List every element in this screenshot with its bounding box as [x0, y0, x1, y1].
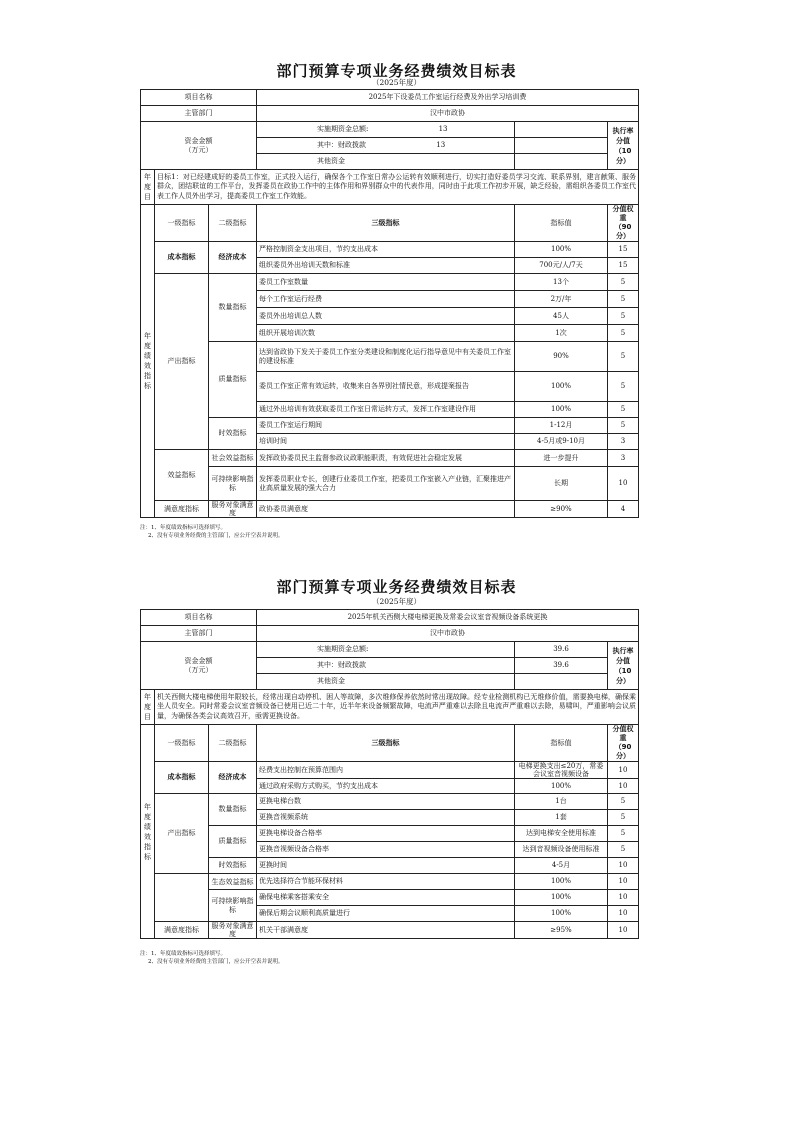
- fiscal-label-text: 其中：财政拨款: [317, 141, 366, 149]
- benefit-l1: 效益指标: [155, 450, 209, 501]
- table2-title: 部门预算专项业务经费绩效目标表: [276, 578, 517, 596]
- project-name-value: 2025年下设委员工作室运行经费及外出学习培训费: [257, 90, 639, 106]
- table-row: 通过外出培训有效获取委员工作室日常运转方式，发挥工作室建设作用 100% 5: [141, 402, 639, 418]
- table-row: 培训时间 4-5月或9-10月 3: [141, 434, 639, 450]
- table-row: 满意度指标 服务对象满意度 机关干部满意度 ≥95% 10: [141, 922, 639, 939]
- table-row: 成本指标 经济成本 经费支出控制在预算范围内 电梯更换支出≤20万，常委会议室音视频设备 10: [141, 762, 639, 779]
- header-level2: 二级指标: [209, 205, 257, 242]
- social-l2: 社会效益指标: [209, 450, 257, 467]
- quality-l2: 质量指标: [209, 342, 257, 418]
- table-row: 委员外出培训总人数 45人 5: [141, 308, 639, 325]
- qty-l2: 数量指标: [209, 274, 257, 342]
- exec-rate-line1: 执行率分值: [612, 126, 634, 145]
- dept-value: 汉中市政协: [257, 106, 639, 122]
- table1-year: （2025年度）: [371, 78, 422, 87]
- project-name-label: 项目名称: [141, 90, 257, 106]
- total-label-text: 实施期资金总额:: [317, 125, 369, 133]
- table2-year: （2025年度）: [371, 597, 422, 606]
- table-row: 通过政府采购方式购买，节约支出成本 100% 10: [141, 779, 639, 794]
- perf-label: 年 度 绩 效 指 标: [141, 725, 155, 939]
- cost-l1: 成本指标: [155, 242, 209, 274]
- table-row: 委员工作室正常有效运转，收集来自各界别社情民意，形成提案报告 100% 5: [141, 372, 639, 402]
- goal-text: 机关西侧大楼电梯使用年限较长，经常出现自动停机、困人等故障，多次维修保养依然时常出现故障。经专业检测机构已无维修价值，需要换电梯，确保乘坐人员安全。同时常委会议室音频设备已使用已近二十年，近半年来设备频繁故障，电流声严重难以去除且电流声严重难以去除，易啸叫，严重影响会议质量，为确保各类会议高效召开，亟需更换设备。: [155, 690, 639, 725]
- table-row: 时效指标 更换时间 4-5月 10: [141, 858, 639, 874]
- table-row: 更换音视频系统 1套 5: [141, 810, 639, 826]
- exec-rate-line2: （10分）: [614, 146, 632, 165]
- output-l1: 产出指标: [155, 274, 209, 450]
- cost-l2: 经济成本: [209, 242, 257, 274]
- total-value: 39.6: [515, 642, 608, 658]
- table-row: 可持续影响指标 确保电梯乘客搭乘安全 100% 10: [141, 890, 639, 906]
- fiscal-value: 13: [436, 141, 446, 149]
- satisfaction-l2: 服务对象满意度: [209, 501, 257, 518]
- fiscal-label: [257, 138, 515, 154]
- header-level1: 一级指标: [155, 205, 209, 242]
- header-level3: 三级指标: [257, 205, 515, 242]
- time-l2: 时效指标: [209, 418, 257, 450]
- funds-label-line1: 资金金额: [184, 136, 213, 145]
- dept-label: 主管部门: [141, 106, 257, 122]
- header-weight: 分值权重 （90分）: [608, 205, 639, 242]
- table-row: 确保后期会议顺利高质量进行 100% 10: [141, 906, 639, 922]
- funds-label-line2: （万元）: [184, 145, 213, 154]
- project-name-value: 2025年机关西侧大楼电梯更换及常委会议室音视频设备系统更换: [257, 610, 639, 626]
- header-value: 指标值: [515, 205, 608, 242]
- perf-label: 年 度 绩 效 指 标: [141, 205, 155, 518]
- table-row: 效益指标 社会效益指标 发挥政协委员民主监督参政议政职能职责，有效促进社会稳定发展 进一步提升 3: [141, 450, 639, 467]
- table1: [140, 89, 639, 518]
- sustain-l2: 可持续影响指标: [209, 467, 257, 501]
- funds-label: 资金金额 （万元）: [141, 642, 257, 690]
- table-row: 产出指标 数量指标 委员工作室数量 13个 5: [141, 274, 639, 291]
- table2-notes: 注：1、年度绩效指标可选择填写。 2、没有专项业务经费的主管部门，应公开空表并说明。: [140, 951, 284, 965]
- table-row: 质量指标 更换电梯设备合格率 达到电梯安全使用标准 5: [141, 826, 639, 842]
- fiscal-value: 39.6: [515, 658, 608, 674]
- table-row: 更换音视频设备合格率 达到音视频设备使用标准 5: [141, 842, 639, 858]
- other-label: 其他资金: [257, 154, 515, 170]
- table1-title: 部门预算专项业务经费绩效目标表: [276, 62, 517, 80]
- funds-label: [141, 122, 257, 170]
- goal-label: 年 度 目: [141, 690, 155, 725]
- satisfaction-l1: 满意度指标: [155, 501, 209, 518]
- note-1: 注：1、年度绩效指标可选择填写。: [140, 525, 227, 531]
- table-row: 生态效益指标 优先选择符合节能环保材料 100% 10: [141, 874, 639, 890]
- table-row: 成本指标 经济成本 严格控制资金支出项目，节约支出成本 100% 15: [141, 242, 639, 258]
- total-value: 13: [438, 125, 448, 133]
- table-row: 组织开展培训次数 1次 5: [141, 325, 639, 342]
- eco-l2: 生态效益指标: [209, 874, 257, 890]
- table-row: 组织委员外出培训天数和标准 700元/人/7天 15: [141, 258, 639, 274]
- table-row: 每个工作室运行经费 2万/年 5: [141, 291, 639, 308]
- table-row: 可持续影响指标 发挥委员职业专长，创建行业委员工作室，把委员工作室嵌入产业链，汇聚推进产业高质量发展的强大合力 长期 10: [141, 467, 639, 501]
- dept-value: 汉中市政协: [257, 626, 639, 642]
- table-row: 质量指标 达到省政协下发关于委员工作室分类建设和制度化运行指导意见中有关委员工作室的建设标准 90% 5: [141, 342, 639, 372]
- goal-text: 目标1：对已经建成好的委员工作室，正式投入运行，确保各个工作室日常办公运转有效顺利进行，切实打造好委员学习交流、联系界别，建言献策、服务群众，团结联谊的工作平台，发挥委员在政协工作中的主体作用和界别群众中的代表作用，同时由于此项工作初步开展，缺乏经验，需组织各委员工作室代表工作人员外出学习，提高委员工作室工作效能。: [155, 170, 639, 205]
- exec-rate-label: [608, 122, 639, 170]
- table-row: 产出指标 数量指标 更换电梯台数 1台 5: [141, 794, 639, 810]
- table2: 项目名称 2025年机关西侧大楼电梯更换及常委会议室音视频设备系统更换 主管部门 汉中市政协 资金金额 （万元） 实施期资金总额: 39.6 执行率分值 （10分） 其中：财政拨款 39.6 其他资金 年 度 目 机关西侧大楼电梯使用年限较长，经常出现自动停机、困人等故障，多次维修保养依然时常出现故障。经专业检测机构已无维修价值，需要换电梯，确保乘坐人员安全。同时常委会议室音频设备已使用已近二十年，近半年来设备频繁故障，电流声严重难以去除且电流声严重难以去除，易啸叫，严重影响会议质量，为确保各类会议高效召开，亟需更换设备。 年 度 绩 效 指 标 一级指标 二级指标 三级指标 指标值 分值权重 （90分） 成本指标 经济成本 经费支出控制在预算范围内 电梯更换支出≤20万，常委会议室音视频设备 10 通过政府采购方式购买，节约支出成本 100% 10 产出指标 数量指标 更换电梯台数 1台 5 更换音视频系统 1套 5 质量指标 更换电梯设备合格率 达到电梯安全使用标准 5 更换音视频设备合格率 达到音视频设备使用标准 5 时效指标 更换时间 4-5月 10 生态效益指标 优先选择符合节能环保材料 100% 10 可持续影响指标 确保电梯乘客搭乘安全 100% 10 确保后期会议顺利高质量进行 100% 10 满意度指标 服务对象满意度 机关干部满意度 ≥95% 10: [140, 609, 639, 939]
- total-label: [257, 122, 515, 138]
- table1-notes: [140, 524, 284, 540]
- table-row: 时效指标 委员工作室运行期间 1-12月 5: [141, 418, 639, 434]
- exec-rate-label: 执行率分值 （10分）: [608, 642, 639, 690]
- table-row: 满意度指标 服务对象满意度 政协委员满意度 ≥90% 4: [141, 501, 639, 518]
- note-2: 2、没有专项业务经费的主管部门，应公开空表并说明。: [148, 533, 284, 539]
- goal-label: 年 度 目: [141, 170, 155, 205]
